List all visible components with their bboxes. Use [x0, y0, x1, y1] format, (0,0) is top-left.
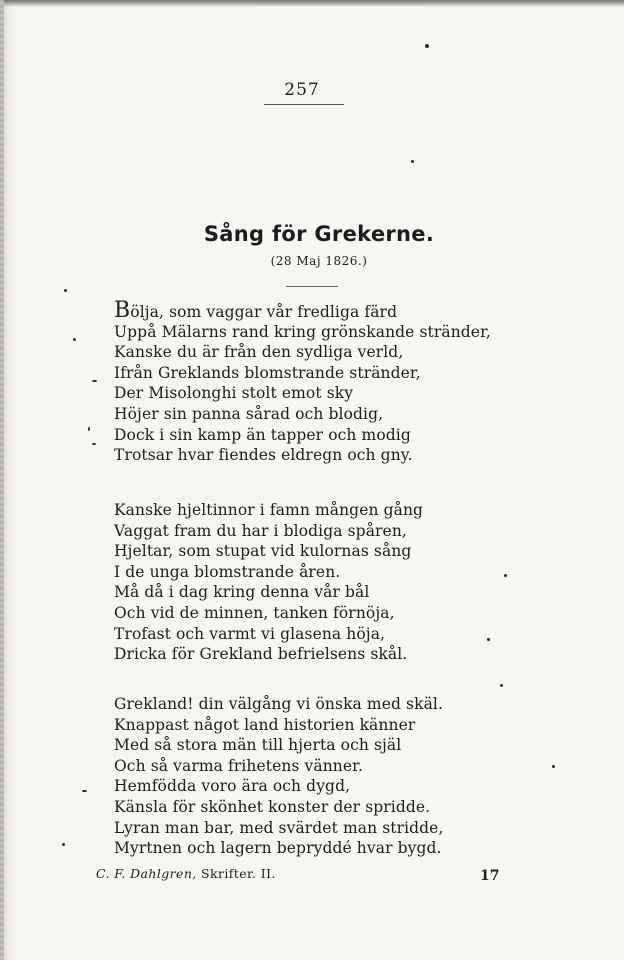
poem-line: Lyran man bar, med svärdet man stridde, [114, 818, 444, 837]
scan-speck [552, 765, 555, 768]
poem-line: Må då i dag kring denna vår bål [114, 583, 370, 602]
poem-line: Dock i sin kamp än tapper och modig [114, 425, 411, 444]
scan-speck [425, 44, 429, 48]
poem-line: Bölja, som vaggar vår fredliga färd [114, 298, 398, 323]
scan-speck [88, 427, 90, 431]
stanza-3 [114, 694, 514, 859]
poem-line: Känsla för skönhet konster der spridde. [114, 797, 431, 816]
drop-cap: B [114, 298, 131, 323]
poem-date: (28 Maj 1826.) [270, 254, 368, 268]
poem-title: Sång för Grekerne. [203, 222, 435, 246]
poem-line: Ifrån Greklands blomstrande stränder, [114, 363, 421, 382]
poem-line: I de unga blomstrande åren. [114, 562, 341, 581]
scan-speck [92, 443, 96, 445]
poem-line: Uppå Mälarns rand kring grönskande stränder, [114, 322, 491, 341]
poem-line: Höjer sin panna sårad och blodig, [114, 404, 384, 423]
poem-line: Kanske du är från den sydliga verld, [114, 343, 404, 362]
footer-credit [96, 866, 276, 881]
footer-author: C. F. Dahlgren, [96, 866, 197, 881]
stanza-2 [114, 500, 514, 665]
poem-line: Med så stora män till hjerta och själ [114, 736, 402, 755]
scan-speck [62, 843, 65, 846]
poem-line: Dricka för Grekland befrielsens skål. [114, 645, 408, 664]
poem-line: Trotsar hvar fiendes eldregn och gny. [114, 446, 413, 465]
scan-speck [92, 380, 97, 382]
scan-left-edge [0, 0, 4, 960]
scan-speck [64, 289, 67, 292]
poem-line: Vaggat fram du har i blodiga spåren, [114, 521, 407, 540]
scan-speck [487, 638, 490, 641]
scan-top-edge [0, 0, 624, 7]
scan-speck [82, 790, 87, 792]
scan-speck [500, 684, 503, 687]
scan-speck [411, 160, 414, 163]
poem-line: Trofast och varmt vi glasena höja, [114, 624, 386, 643]
footer-work: Skrifter. II. [201, 866, 276, 881]
poem-line: Och så varma frihetens vänner. [114, 756, 363, 775]
title-rule [286, 286, 338, 287]
scan-speck [504, 574, 507, 577]
header-rule [264, 104, 344, 105]
scan-speck [73, 338, 76, 341]
poem-line: Och vid de minnen, tanken förnöja, [114, 603, 395, 622]
stanza-1 [114, 298, 514, 466]
poem-line: Der Misolonghi stolt emot sky [114, 384, 354, 403]
poem-line: Grekland! din välgång vi önska med skäl. [114, 695, 444, 713]
poem-line: Kanske hjeltinnor i famn mången gång [114, 501, 424, 519]
poem-line: Hjeltar, som stupat vid kulornas sång [114, 542, 412, 561]
page-number: 257 [284, 80, 320, 100]
poem-line: Hemfödda voro ära och dygd, [114, 777, 351, 796]
poem-line: Knappast något land historien känner [114, 715, 416, 734]
signature-mark: 17 [480, 868, 500, 884]
poem-line: Myrtnen och lagern bepryddé hvar bygd. [114, 839, 442, 858]
